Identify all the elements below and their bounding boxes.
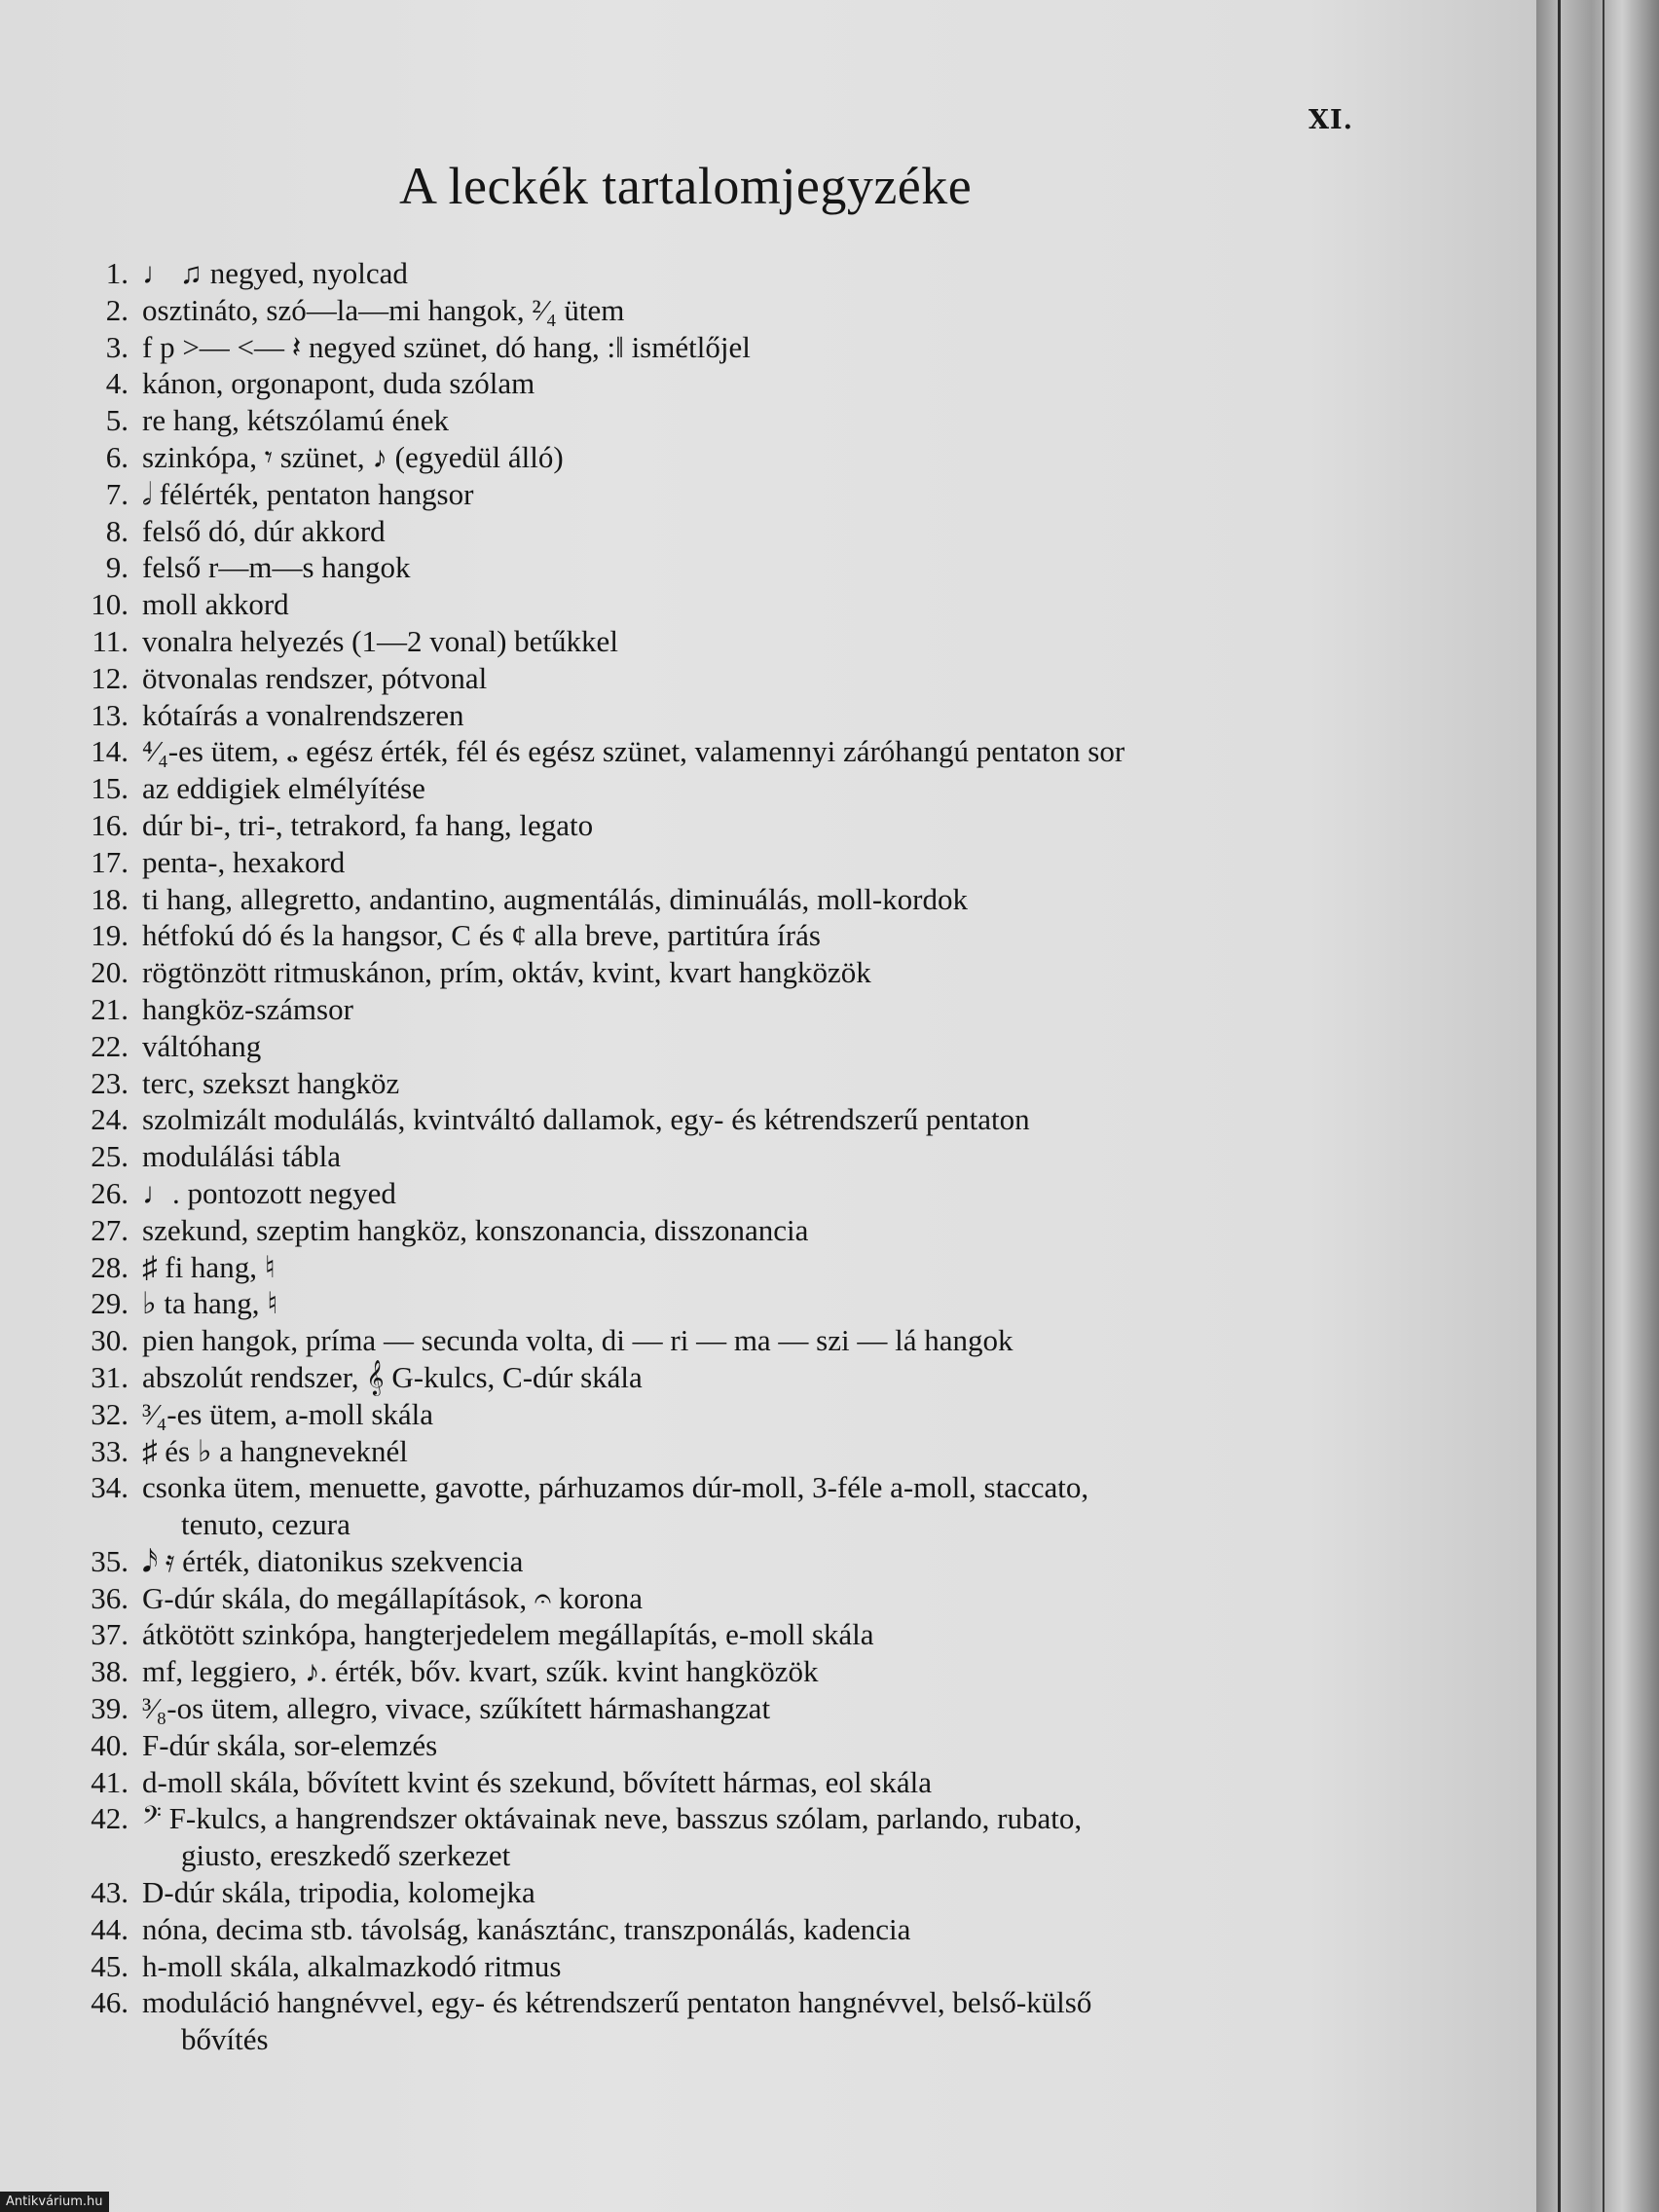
lesson-number: 5. xyxy=(105,403,129,438)
lesson-number: 44. xyxy=(91,1911,129,1946)
page-number: XI. xyxy=(1309,105,1353,135)
list-item xyxy=(39,917,1382,954)
lesson-text: felső dó, dúr akkord xyxy=(142,513,386,548)
lesson-number: 22. xyxy=(91,1028,129,1063)
lesson-text: ♩ ♫ negyed, nyolcad xyxy=(142,256,408,290)
lesson-number: 40. xyxy=(91,1727,129,1762)
list-item xyxy=(39,770,1382,807)
lesson-number: 26. xyxy=(91,1175,129,1210)
lesson-text: ♯ fi hang, ♮ xyxy=(142,1249,276,1284)
lesson-text: G-dúr skála, do megállapítások, 𝄐 korona xyxy=(142,1580,643,1615)
lesson-number: 24. xyxy=(91,1102,129,1137)
lesson-number: 46. xyxy=(91,1985,129,2020)
list-item xyxy=(39,365,1382,402)
list-item xyxy=(39,1359,1382,1396)
lesson-number: 10. xyxy=(91,587,129,622)
watermark: Antikvárium.hu xyxy=(0,2192,109,2212)
lesson-number: 6. xyxy=(105,439,129,474)
lesson-text-continuation: tenuto, cezura xyxy=(181,1507,350,1542)
lesson-number: 13. xyxy=(91,697,129,732)
lesson-number: 14. xyxy=(91,734,129,769)
list-item xyxy=(39,1028,1382,1065)
list-item xyxy=(39,1212,1382,1249)
list-item xyxy=(39,807,1382,844)
lesson-text: kánon, orgonapont, duda szólam xyxy=(142,366,535,401)
lesson-number: 19. xyxy=(91,918,129,953)
list-item xyxy=(39,549,1382,586)
list-item xyxy=(39,1616,1382,1653)
list-item xyxy=(39,292,1382,329)
lesson-number: 23. xyxy=(91,1065,129,1100)
list-item xyxy=(39,733,1382,770)
list-item xyxy=(39,1138,1382,1175)
list-item xyxy=(39,1727,1382,1764)
lesson-number: 9. xyxy=(105,550,129,585)
list-item xyxy=(39,844,1382,881)
list-item xyxy=(39,1690,1382,1727)
lesson-text: az eddigiek elmélyítése xyxy=(142,771,425,806)
lesson-number: 11. xyxy=(92,623,129,658)
lesson-number: 42. xyxy=(91,1801,129,1836)
lesson-text: ti hang, allegretto, andantino, augmentálás, diminuálás, moll-kordok xyxy=(142,881,968,916)
lesson-number: 7. xyxy=(105,476,129,511)
list-item xyxy=(39,476,1382,513)
lesson-number: 35. xyxy=(91,1543,129,1578)
lesson-text: 𝅘𝅥𝅯 𝄿 érték, diatonikus szekvencia xyxy=(142,1543,524,1578)
lesson-number: 27. xyxy=(91,1212,129,1247)
lesson-number: 28. xyxy=(91,1249,129,1284)
lesson-text: szekund, szeptim hangköz, konszonancia, disszonancia xyxy=(142,1212,809,1247)
list-item xyxy=(39,255,1382,292)
lesson-number: 15. xyxy=(91,771,129,806)
lesson-text: szolmizált modulálás, kvintváltó dallamok, egy- és kétrendszerű pentaton xyxy=(142,1102,1030,1137)
lesson-text: F-dúr skála, sor-elemzés xyxy=(142,1727,438,1762)
list-item xyxy=(39,1543,1382,1580)
lesson-text: kótaírás a vonalrendszeren xyxy=(142,697,464,732)
list-item xyxy=(39,439,1382,476)
lesson-number: 30. xyxy=(91,1323,129,1358)
lesson-number: 43. xyxy=(91,1875,129,1910)
list-item xyxy=(39,660,1382,697)
lesson-number: 32. xyxy=(91,1396,129,1431)
lesson-number: 21. xyxy=(91,991,129,1026)
list-item xyxy=(39,1800,1382,1874)
list-item xyxy=(39,1322,1382,1359)
lesson-text: moduláció hangnévvel, egy- és kétrendszerű pentaton hangnévvel, belső-külső xyxy=(142,1985,1092,2020)
lesson-number: 8. xyxy=(105,513,129,548)
lesson-text: felső r—m—s hangok xyxy=(142,550,411,585)
list-item xyxy=(39,402,1382,439)
lesson-text: osztináto, szó—la—mi hangok, ²⁄₄ ütem xyxy=(142,292,625,327)
list-item xyxy=(39,1764,1382,1801)
lesson-text: ♭ ta hang, ♮ xyxy=(142,1286,278,1321)
list-item xyxy=(39,881,1382,918)
list-item xyxy=(39,1653,1382,1690)
lesson-number: 37. xyxy=(91,1617,129,1652)
lesson-number: 45. xyxy=(91,1948,129,1983)
lesson-number: 4. xyxy=(105,366,129,401)
lesson-text: ³⁄₈-os ütem, allegro, vivace, szűkített hármashangzat xyxy=(142,1691,771,1726)
lesson-number: 29. xyxy=(91,1286,129,1321)
list-item xyxy=(39,513,1382,550)
lesson-number: 17. xyxy=(91,844,129,879)
list-item xyxy=(39,1433,1382,1470)
lesson-text: f p >— <— 𝄽 negyed szünet, dó hang, :‖ ismétlőjel xyxy=(142,329,751,364)
lesson-text: rögtönzött ritmuskánon, prím, oktáv, kvint, kvart hangközök xyxy=(142,955,871,990)
lesson-text: hétfokú dó és la hangsor, C és ¢ alla breve, partitúra írás xyxy=(142,918,821,953)
list-item xyxy=(39,1249,1382,1286)
lesson-text: moll akkord xyxy=(142,587,289,622)
lesson-number: 41. xyxy=(91,1764,129,1799)
list-item xyxy=(39,991,1382,1028)
book-edge xyxy=(1536,0,1659,2212)
lesson-number: 38. xyxy=(91,1654,129,1689)
lesson-text: d-moll skála, bővített kvint és szekund, bővített hármas, eol skála xyxy=(142,1764,932,1799)
lesson-number: 1. xyxy=(105,256,129,290)
lesson-text: átkötött szinkópa, hangterjedelem megállapítás, e-moll skála xyxy=(142,1617,874,1652)
lesson-number: 33. xyxy=(91,1433,129,1468)
lesson-text-continuation: bővítés xyxy=(181,2022,269,2057)
lesson-text: csonka ütem, menuette, gavotte, párhuzamos dúr-moll, 3-féle a-moll, staccato, xyxy=(142,1470,1089,1505)
lesson-text: terc, szekszt hangköz xyxy=(142,1065,400,1100)
lesson-text: ⁴⁄₄-es ütem, 𝅝 egész érték, fél és egész szünet, valamennyi záróhangú pentaton sor xyxy=(142,734,1125,769)
lesson-number: 18. xyxy=(91,881,129,916)
edge-line xyxy=(1603,0,1604,2212)
lesson-text: modulálási tábla xyxy=(142,1139,342,1174)
lesson-number: 34. xyxy=(91,1470,129,1505)
lesson-number: 2. xyxy=(105,292,129,327)
list-item xyxy=(39,329,1382,366)
lesson-text: 𝄢 F-kulcs, a hangrendszer oktávainak neve, basszus szólam, parlando, rubato, xyxy=(142,1801,1083,1836)
lesson-text: D-dúr skála, tripodia, kolomejka xyxy=(142,1875,535,1910)
lesson-number: 3. xyxy=(105,329,129,364)
list-item xyxy=(39,586,1382,623)
lesson-number: 36. xyxy=(91,1580,129,1615)
list-item xyxy=(39,697,1382,734)
lesson-number: 31. xyxy=(91,1359,129,1394)
lesson-text: penta-, hexakord xyxy=(142,844,346,879)
list-item xyxy=(39,1175,1382,1212)
lesson-text-continuation: giusto, ereszkedő szerkezet xyxy=(181,1838,511,1873)
table-of-contents xyxy=(39,255,1382,2058)
list-item xyxy=(39,1580,1382,1617)
list-item xyxy=(39,1984,1382,2058)
lesson-number: 16. xyxy=(91,807,129,842)
lesson-text: h-moll skála, alkalmazkodó ritmus xyxy=(142,1948,562,1983)
lesson-text: 𝅗𝅥 félérték, pentaton hangsor xyxy=(142,476,474,511)
edge-line xyxy=(1558,0,1561,2212)
lesson-text: nóna, decima stb. távolság, kanásztánc, transzponálás, kadencia xyxy=(142,1911,911,1946)
lesson-text: pien hangok, príma — secunda volta, di — ri — ma — szi — lá hangok xyxy=(142,1323,1014,1358)
lesson-text: dúr bi-, tri-, tetrakord, fa hang, legato xyxy=(142,807,594,842)
lesson-text: re hang, kétszólamú ének xyxy=(142,403,450,438)
lesson-text: mf, leggiero, ♪. érték, bőv. kvart, szűk. kvint hangközök xyxy=(142,1654,819,1689)
lesson-text: vonalra helyezés (1—2 vonal) betűkkel xyxy=(142,623,618,658)
list-item xyxy=(39,1101,1382,1138)
lesson-text: hangköz-számsor xyxy=(142,991,353,1026)
lesson-text: ♯ és ♭ a hangneveknél xyxy=(142,1433,408,1468)
list-item xyxy=(39,1874,1382,1911)
lesson-text: ♩. pontozott negyed xyxy=(142,1175,396,1210)
lesson-number: 39. xyxy=(91,1691,129,1726)
list-item xyxy=(39,1948,1382,1985)
list-item xyxy=(39,954,1382,991)
lesson-number: 25. xyxy=(91,1139,129,1174)
list-item xyxy=(39,1469,1382,1543)
lesson-text: ötvonalas rendszer, pótvonal xyxy=(142,660,488,695)
list-item xyxy=(39,1285,1382,1322)
lesson-number: 20. xyxy=(91,955,129,990)
lesson-text: abszolút rendszer, 𝄞 G-kulcs, C-dúr skála xyxy=(142,1359,643,1394)
lesson-text: ³⁄₄-es ütem, a-moll skála xyxy=(142,1396,434,1431)
page-title: A leckék tartalomjegyzéke xyxy=(399,157,973,215)
list-item xyxy=(39,623,1382,660)
list-item xyxy=(39,1065,1382,1102)
lesson-text: szinkópa, 𝄾 szünet, ♪ (egyedül álló) xyxy=(142,439,564,474)
list-item xyxy=(39,1911,1382,1948)
lesson-text: váltóhang xyxy=(142,1028,262,1063)
list-item xyxy=(39,1396,1382,1433)
lesson-number: 12. xyxy=(91,660,129,695)
